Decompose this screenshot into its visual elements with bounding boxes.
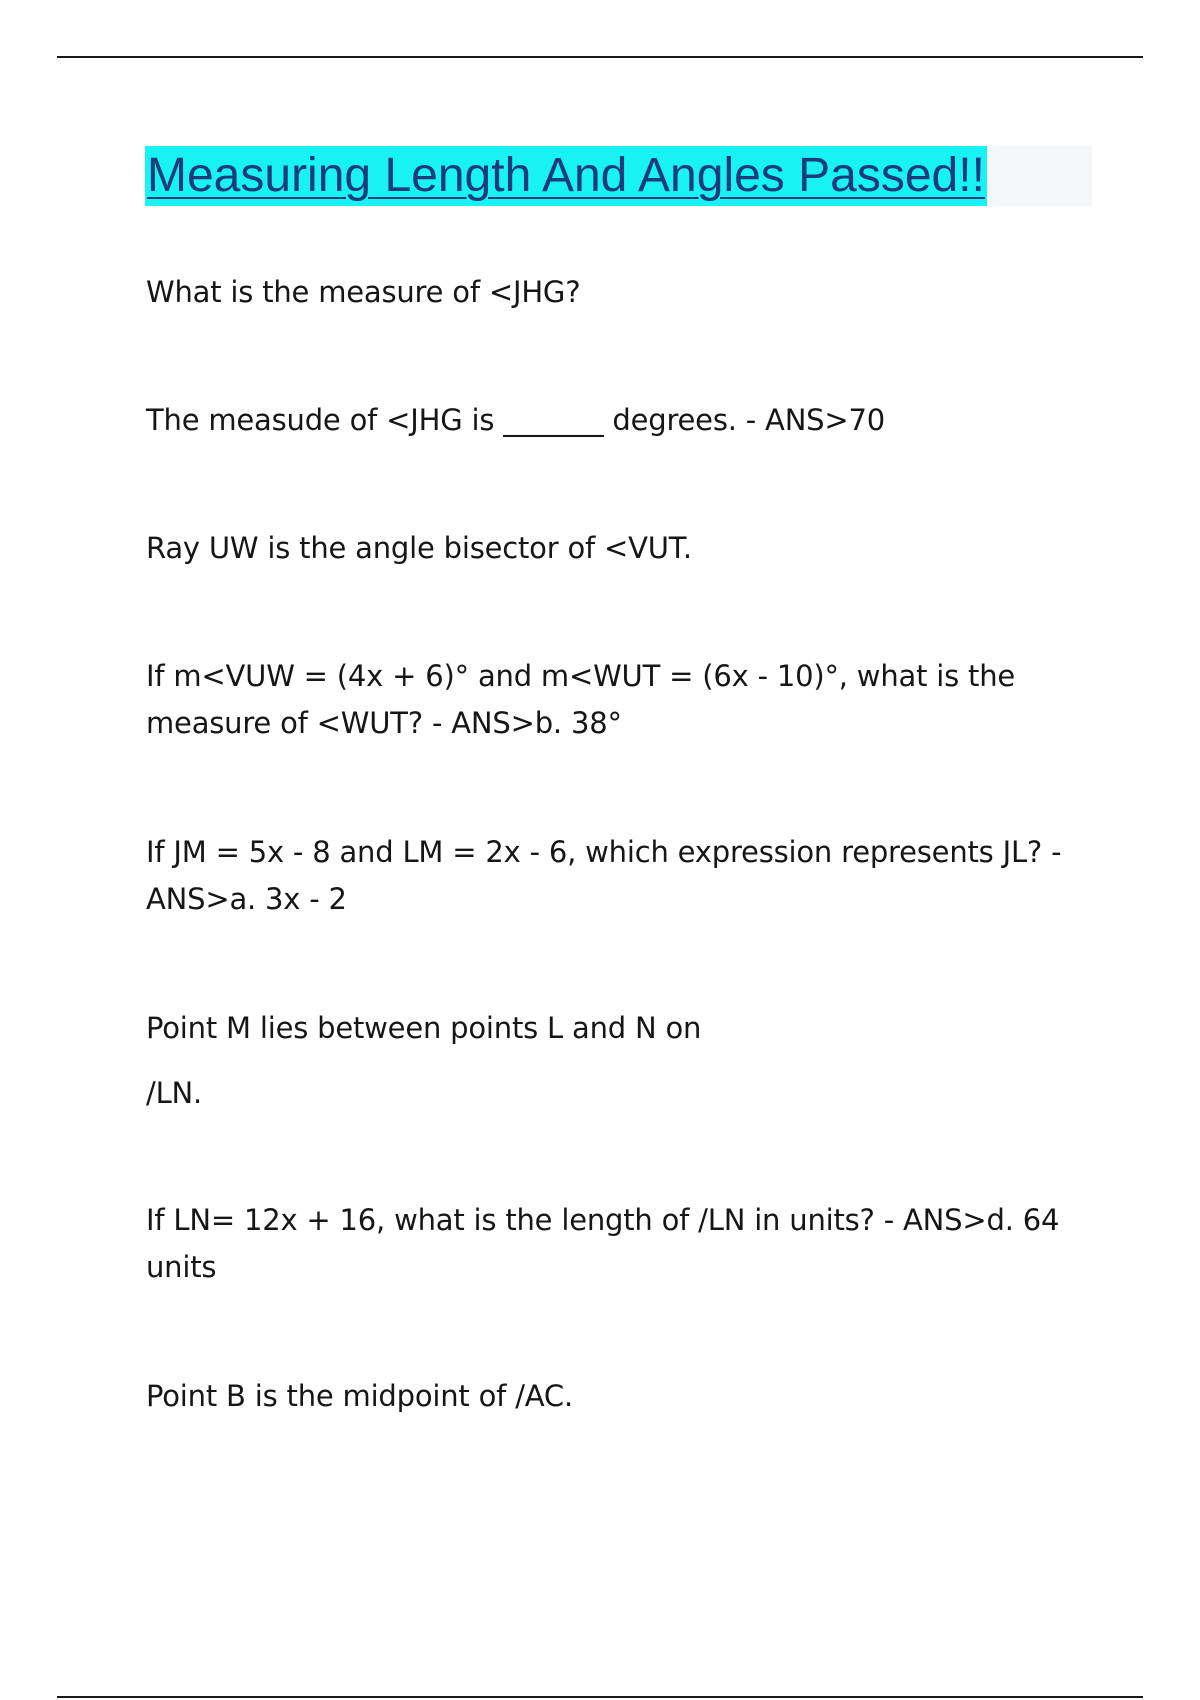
bisector-statement: Ray UW is the angle bisector of <VUT. [146,531,692,565]
question-wut: If m<VUW = (4x + 6)° and m<WUT = (6x - 10)°, what is the measure of <WUT? - ANS>b. 38° [146,659,1016,740]
document-title: Measuring Length And Angles Passed!! [145,146,987,206]
question-ln-length: If LN= 12x + 16, what is the length of /LN in units? - ANS>d. 64 units [146,1203,1060,1284]
segment-ln-label: /LN. [146,1076,203,1110]
top-rule [57,56,1143,58]
answer-jhg: The measude of <JHG is _______ degrees. - ANS>70 [146,403,885,437]
bottom-rule [57,1696,1143,1698]
point-m-statement: Point M lies between points L and N on [146,1011,702,1045]
title-banner [145,146,1092,206]
question-jhg: What is the measure of <JHG? [146,275,581,309]
midpoint-statement: Point B is the midpoint of /AC. [146,1379,573,1413]
question-jl: If JM = 5x - 8 and LM = 2x - 6, which expression represents JL? - ANS>a. 3x - 2 [146,835,1062,916]
